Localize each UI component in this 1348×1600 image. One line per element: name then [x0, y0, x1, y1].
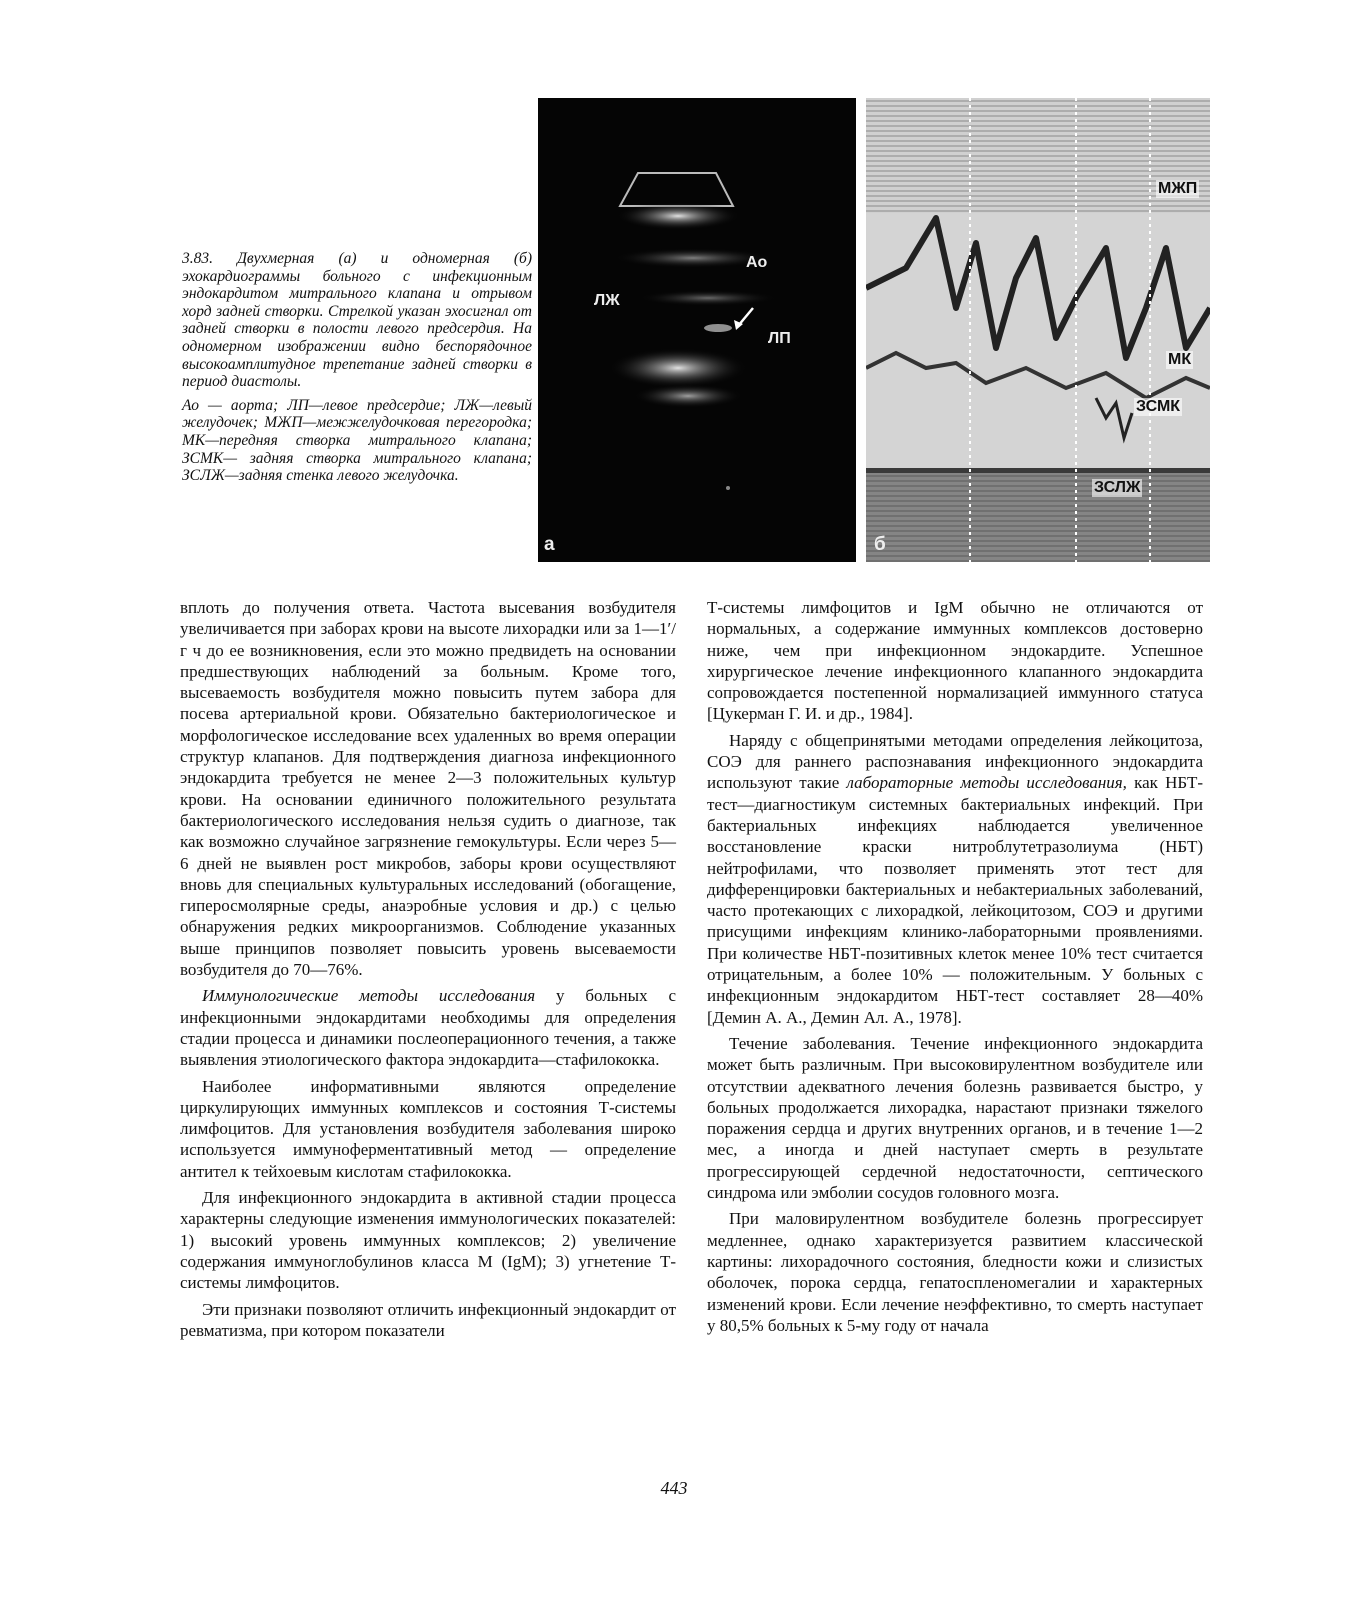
label-zsmk: ЗСМК	[1136, 398, 1181, 415]
paragraph: Наиболее информативными являются определение циркулирующих иммунных комплексов и состояния Т-системы лимфоцитов. Для установления возбудителя заболевания широко используется иммуноферментативный метод — определение антител к тейхоевым кислотам стафилококка.	[180, 1076, 676, 1181]
label-lp: ЛП	[768, 330, 791, 347]
echo-1d-image	[866, 98, 1210, 562]
italic-term: Иммунологические методы исследования	[202, 986, 536, 1006]
paragraph: вплоть до получения ответа. Частота высевания возбудителя увеличивается при заборах крови на высоте лихорадки или за 1—1′/г ч до ее возникновения, если это можно предвидеть на основании предшествующих наблюдений за больным. Кроме того, высеваемость возбудителя можно повысить путем забора для посева артериальной крови. Обязательно бактериологическое и морфологическое исследование всех удаленных во время операции структур клапанов. Для подтверждения диагноза инфекционного эндокардита требуется не менее 2—3 положительных культур крови. На основании единичного положительного результата бактериологического исследования нельзя судить о диагнозе, так как возможно случайное загрязнение гемокультуры. Если через 5—6 дней не выявлен рост микробов, заборы крови осуществляют вновь для специальных культуральных исследований (обогащение, гиперосмолярные среды, анаэробные условия и др.) с целью обнаружения редких микроорганизмов. Соблюдение указанных выше принципов позволяет повысить уровень высеваемости возбудителя до 70—76%.	[180, 598, 676, 980]
paragraph: Для инфекционного эндокардита в активной стадии процесса характерны следующие изменения иммунологических показателей: 1) высокий уровень иммунных комплексов; 2) увеличение содержания иммуноглобулинов класса М (IgM); 3) угнетение Т-системы лимфоцитов.	[180, 1188, 676, 1293]
right-text-column	[707, 597, 1203, 1341]
italic-term: лабораторные методы исследования,	[846, 773, 1127, 793]
paragraph: При маловирулентном возбудителе болезнь прогрессирует медленнее, однако характеризуется развитием классической картины: лихорадочного состояния, бледности кожи и слизистых оболочек, порока сердца, гепатоспленомегалии и характерных изменений крови. Если лечение неэффективно, то смерть наступает у 80,5% больных к 5-му году от начала	[707, 1209, 1203, 1335]
panel-a-letter: а	[544, 534, 555, 555]
label-mzhp: МЖП	[1158, 180, 1198, 197]
paragraph: Эти признаки позволяют отличить инфекционный эндокардит от ревматизма, при котором показатели	[180, 1299, 676, 1340]
caption-text: 3.83. Двухмерная (а) и одномерная (б) эхокардиограммы больного с инфекционным эндокардитом митрального клапана и отрывом хорд задней створки. Стрелкой указан эхосигнал от задней створки в полости левого предсердия. На одномерном изображении видно беспорядочное высокоамплитудное трепетание задней створки в период диастолы.	[182, 250, 532, 391]
paragraph-text: у больных с инфекционными эндокардитами необходимы для определения стадии процесса и динамики послеоперационного течения, а также выявления этиологического фактора эндокардита—стафилококка.	[180, 986, 677, 1070]
echo-2d-image	[538, 98, 856, 562]
label-lzh: ЛЖ	[594, 292, 620, 309]
panel-b-letter: б	[874, 534, 886, 555]
figure-caption	[182, 250, 532, 485]
label-mk: МК	[1168, 351, 1192, 368]
label-ao: Ао	[746, 254, 768, 271]
caption-legend: Ао — аорта; ЛП—левое предсердие; ЛЖ—левый желудочек; МЖП—межжелудочковая перегородка; МК—передняя створка митрального клапана; ЗСМК— задняя створка митрального клапана; ЗСЛЖ—задняя стенка левого желудочка.	[182, 396, 532, 485]
left-text-column	[180, 597, 676, 1346]
paragraph: Т-системы лимфоцитов и IgM обычно не отличаются от нормальных, а содержание иммунных комплексов достоверно ниже, чем при инфекционном эндокардите. Успешное хирургическое лечение инфекционного клапанного эндокардита сопровождается постепенной нормализацией иммунного статуса [Цукерман Г. И. и др., 1984].	[707, 598, 1203, 724]
paragraph-text: как НБТ-тест—диагностикум системных бактериальных инфекций. При бактериальных инфекциях наблюдается увеличенное восстановление краски нитроблутетразолиума (НБТ) нейтрофилами, что позволяет применять этот тест для дифференцировки бактериальных и небактериальных заболеваний, часто протекающих с лихорадкой, лейкоцитозом, СОЭ и другими присущими инфекциям клинико-лабораторными проявлениями. При количестве НБТ-позитивных клеток менее 10% тест считается отрицательным, а более 10% — положительным. У больных с инфекционным эндокардитом НБТ-тест составляет 28—40% [Демин А. А., Демин Ал. А., 1978].	[707, 773, 1203, 1027]
paragraph	[180, 985, 676, 1070]
paragraph-text: Наряду с общепринятыми методами определения лейкоцитоза, СОЭ для раннего распознавания инфекционного эндокардита используют такие	[707, 730, 1203, 793]
paragraph	[707, 730, 1203, 1028]
page-number: 443	[660, 1478, 688, 1498]
paragraph: Течение заболевания. Течение инфекционного эндокардита может быть различным. При высоковирулентном возбудителе или отсутствии адекватного лечения болезнь развивается быстро, у больных продолжается лихорадка, нарастают признаки тяжелого поражения сердца и других внутренних органов, и в течение 1—2 мес, а иногда и дней наступает смерть в результате прогрессирующей сердечной недостаточности, септического синдрома или эмболии сосудов головного мозга.	[707, 1033, 1203, 1203]
label-zslzh: ЗСЛЖ	[1094, 479, 1141, 496]
